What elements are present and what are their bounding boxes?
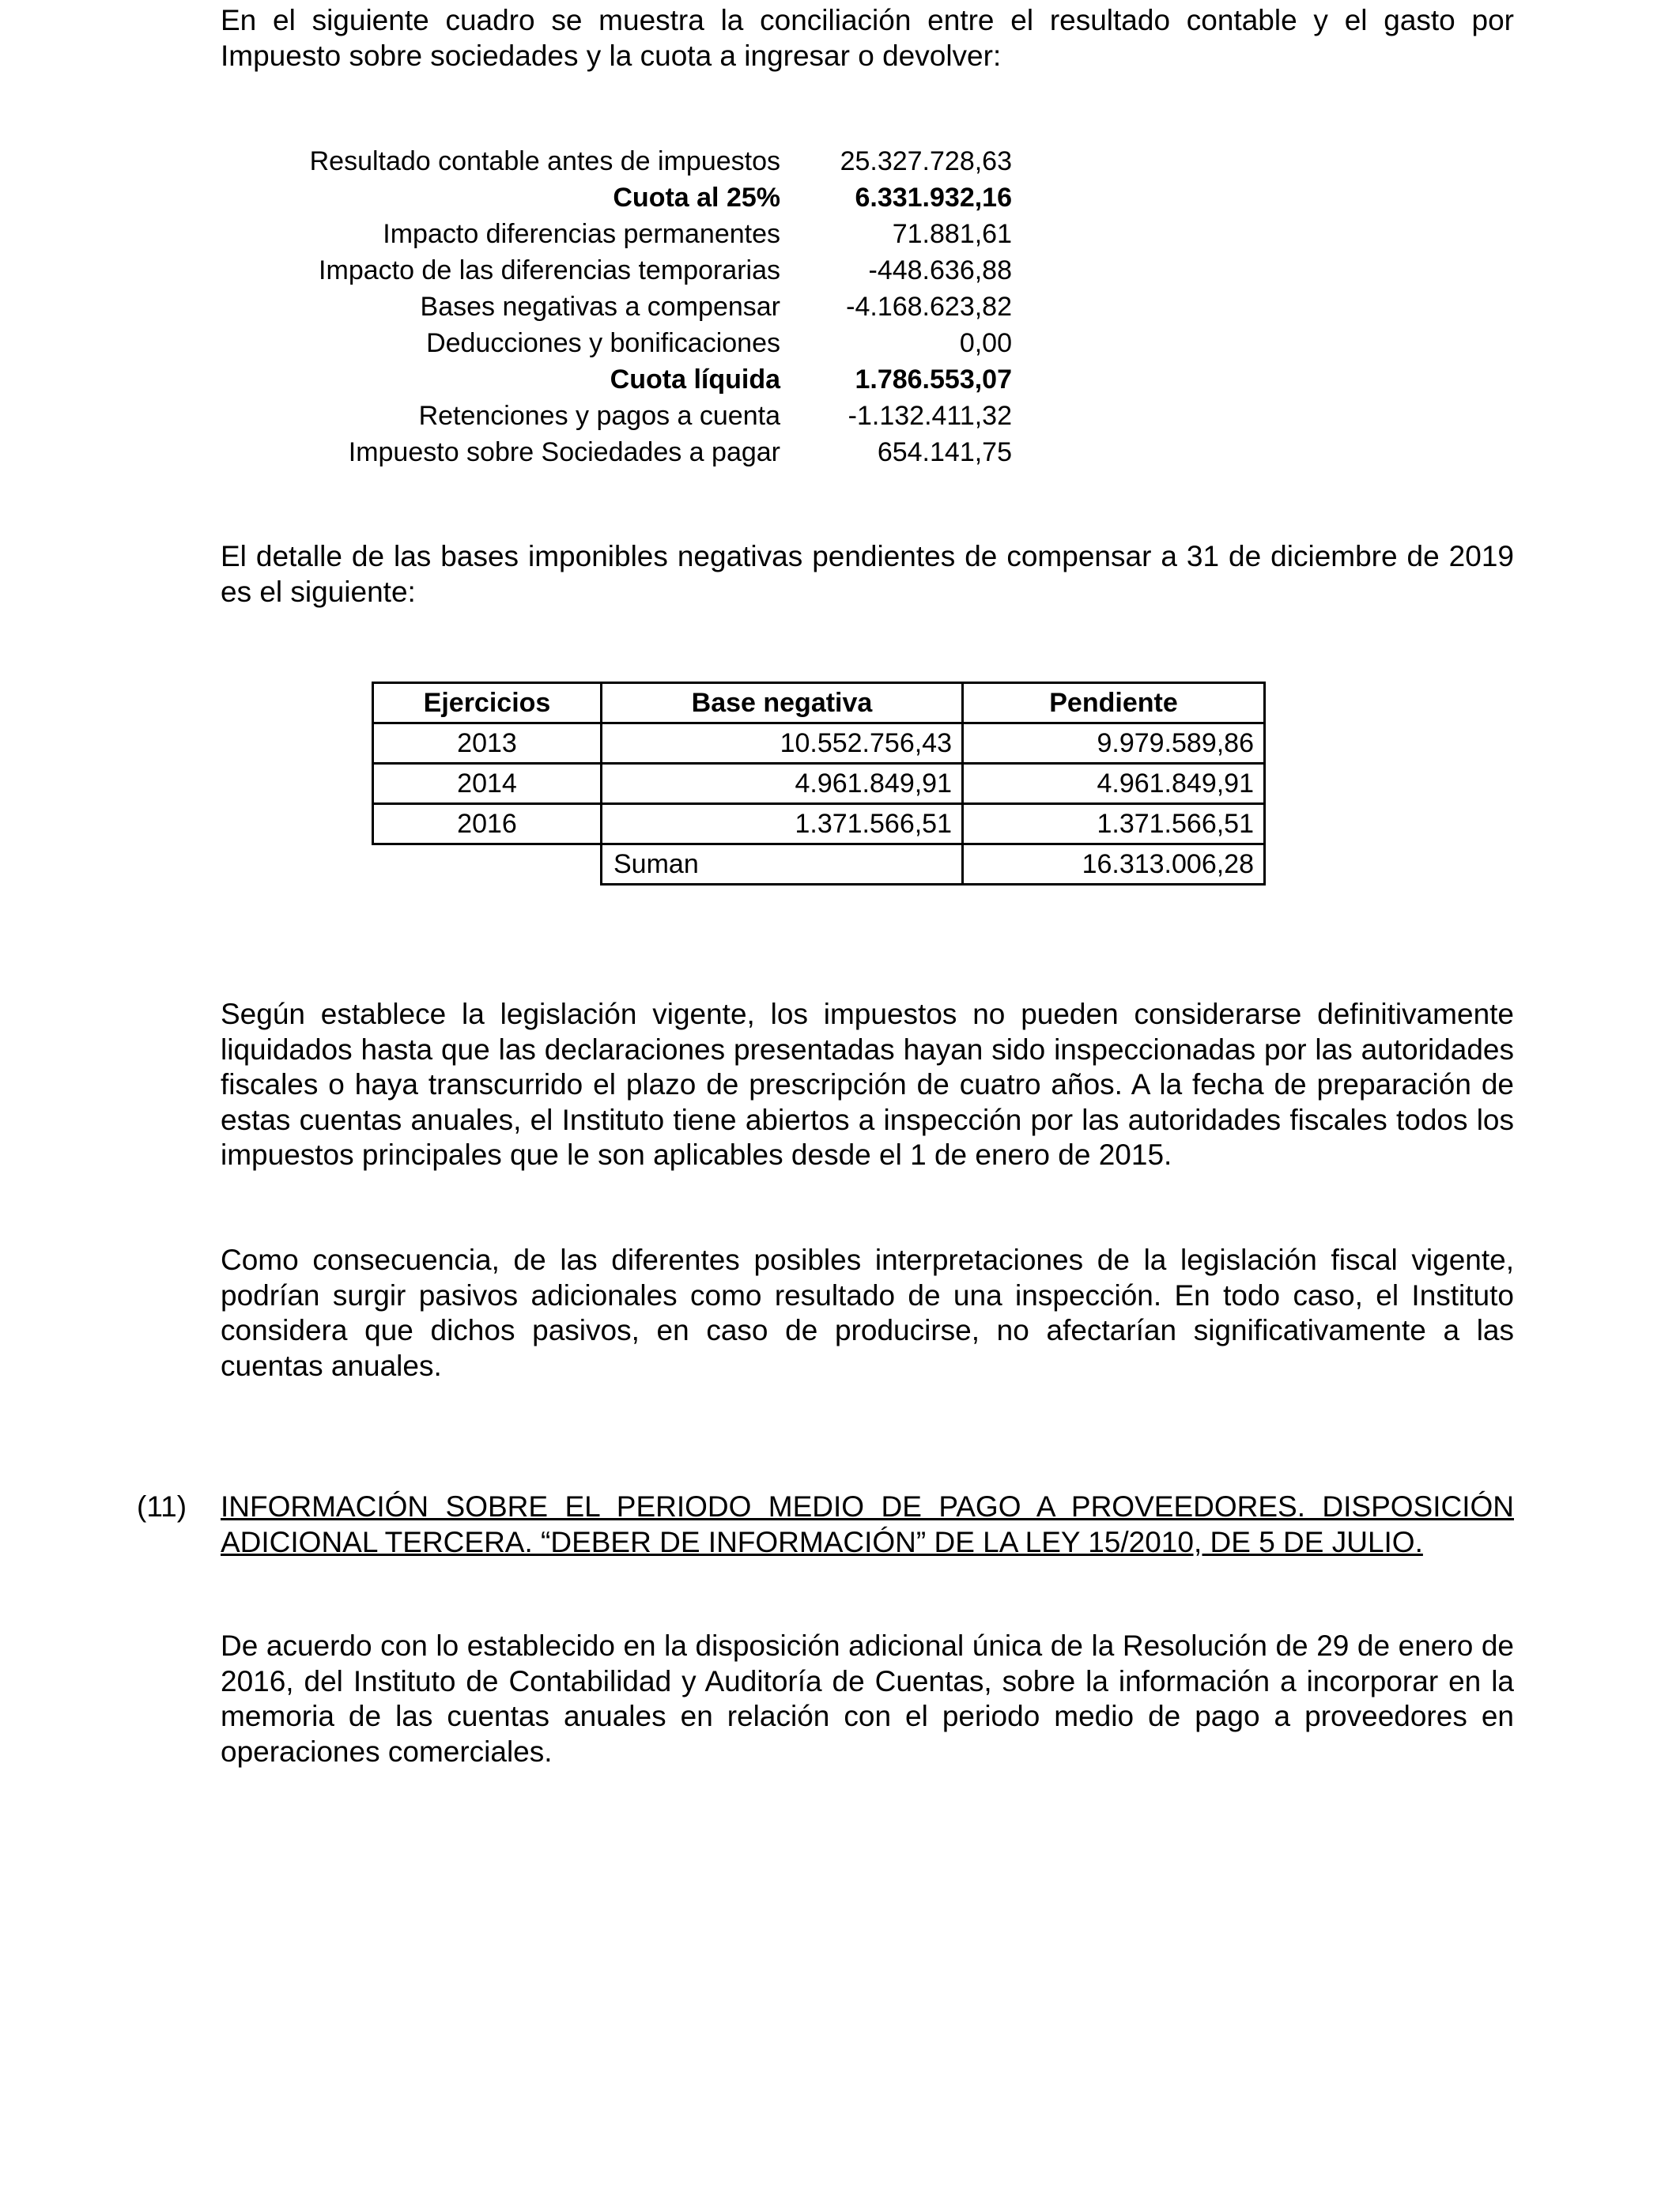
table-total-row	[373, 844, 1265, 885]
recon-label: Impacto diferencias permanentes	[383, 219, 780, 249]
recon-label: Resultado contable antes de impuestos	[309, 146, 780, 176]
section-number: (11)	[137, 1490, 187, 1523]
recon-row	[237, 361, 1012, 398]
section-title: INFORMACIÓN SOBRE EL PERIODO MEDIO DE PAGO A PROVEEDORES. DISPOSICIÓN ADICIONAL TERCERA. “DEBER DE INFORMACIÓN” DE LA LEY 15/2010, DE 5 DE JULIO.	[221, 1490, 1514, 1558]
recon-value: -1.132.411,32	[848, 401, 1012, 431]
final-paragraph: De acuerdo con lo establecido en la disposición adicional única de la Resolución de 29 de enero de 2016, del Instituto de Contabilidad y Auditoría de Cuentas, sobre la información a incorporar en la memoria de las cuentas anuales en relación con el periodo medio de pago a proveedores en operaciones comerciales.	[221, 1629, 1514, 1768]
recon-row	[237, 216, 1012, 252]
recon-label: Cuota líquida	[610, 364, 780, 395]
recon-label: Impuesto sobre Sociedades a pagar	[348, 437, 780, 467]
recon-value: 1.786.553,07	[855, 364, 1012, 395]
recon-label: Retenciones y pagos a cuenta	[418, 401, 780, 431]
consequence-paragraph: Como consecuencia, de las diferentes posibles interpretaciones de la legislación fiscal vigente, podrían surgir pasivos adicionales como resultado de una inspección. En todo caso, el Instituto considera que dichos pasivos, en caso de producirse, no afectarían significativamente a las cuentas anuales.	[221, 1244, 1514, 1382]
recon-value: 654.141,75	[877, 437, 1012, 467]
legislation-paragraph: Según establece la legislación vigente, los impuestos no pueden considerarse definitivamente liquidados hasta que las declaraciones presentadas hayan sido inspeccionadas por las autoridades fiscales o haya transcurrido el plazo de prescripción de cuatro años. A la fecha de preparación de estas cuentas anuales, el Instituto tiene abiertos a inspección por las autoridades fiscales todos los impuestos principales que le son aplicables desde el 1 de enero de 2015.	[221, 998, 1514, 1171]
table-cell: 4.961.849,91	[963, 764, 1265, 804]
table-cell: 9.979.589,86	[963, 723, 1265, 764]
bases-table	[372, 682, 1266, 886]
recon-value: 0,00	[959, 328, 1012, 358]
table-header: Pendiente	[963, 683, 1265, 723]
total-value: 16.313.006,28	[963, 844, 1265, 885]
table-cell: 2014	[373, 764, 602, 804]
recon-row	[237, 398, 1012, 434]
recon-value: 25.327.728,63	[840, 146, 1012, 176]
table-header: Base negativa	[602, 683, 963, 723]
table-row	[373, 723, 1265, 764]
recon-row	[237, 434, 1012, 470]
table-cell: 2013	[373, 723, 602, 764]
bases-paragraph: El detalle de las bases imponibles negativas pendientes de compensar a 31 de diciembre de 2019 es el siguiente:	[221, 540, 1514, 608]
table-row	[373, 804, 1265, 844]
recon-row	[237, 252, 1012, 289]
table-cell: 1.371.566,51	[602, 804, 963, 844]
table-row	[373, 764, 1265, 804]
table-cell: 1.371.566,51	[963, 804, 1265, 844]
table-cell: 2016	[373, 804, 602, 844]
recon-row	[237, 289, 1012, 325]
recon-value: 6.331.932,16	[855, 183, 1012, 213]
table-cell: 4.961.849,91	[602, 764, 963, 804]
table-cell: 10.552.756,43	[602, 723, 963, 764]
recon-label: Bases negativas a compensar	[420, 292, 780, 322]
table-header-row	[373, 683, 1265, 723]
recon-label: Cuota al 25%	[613, 183, 780, 213]
recon-label: Deducciones y bonificaciones	[426, 328, 780, 358]
total-label: Suman	[602, 844, 963, 885]
table-header: Ejercicios	[373, 683, 602, 723]
intro-paragraph: En el siguiente cuadro se muestra la conciliación entre el resultado contable y el gasto por Impuesto sobre sociedades y la cuota a ingresar o devolver:	[221, 4, 1514, 72]
recon-label: Impacto de las diferencias temporarias	[319, 255, 780, 285]
recon-value: 71.881,61	[892, 219, 1012, 249]
recon-row	[237, 325, 1012, 361]
recon-row	[237, 179, 1012, 216]
recon-row	[237, 143, 1012, 179]
recon-value: -448.636,88	[868, 255, 1012, 285]
table-empty-cell	[373, 844, 602, 885]
recon-value: -4.168.623,82	[846, 292, 1012, 322]
